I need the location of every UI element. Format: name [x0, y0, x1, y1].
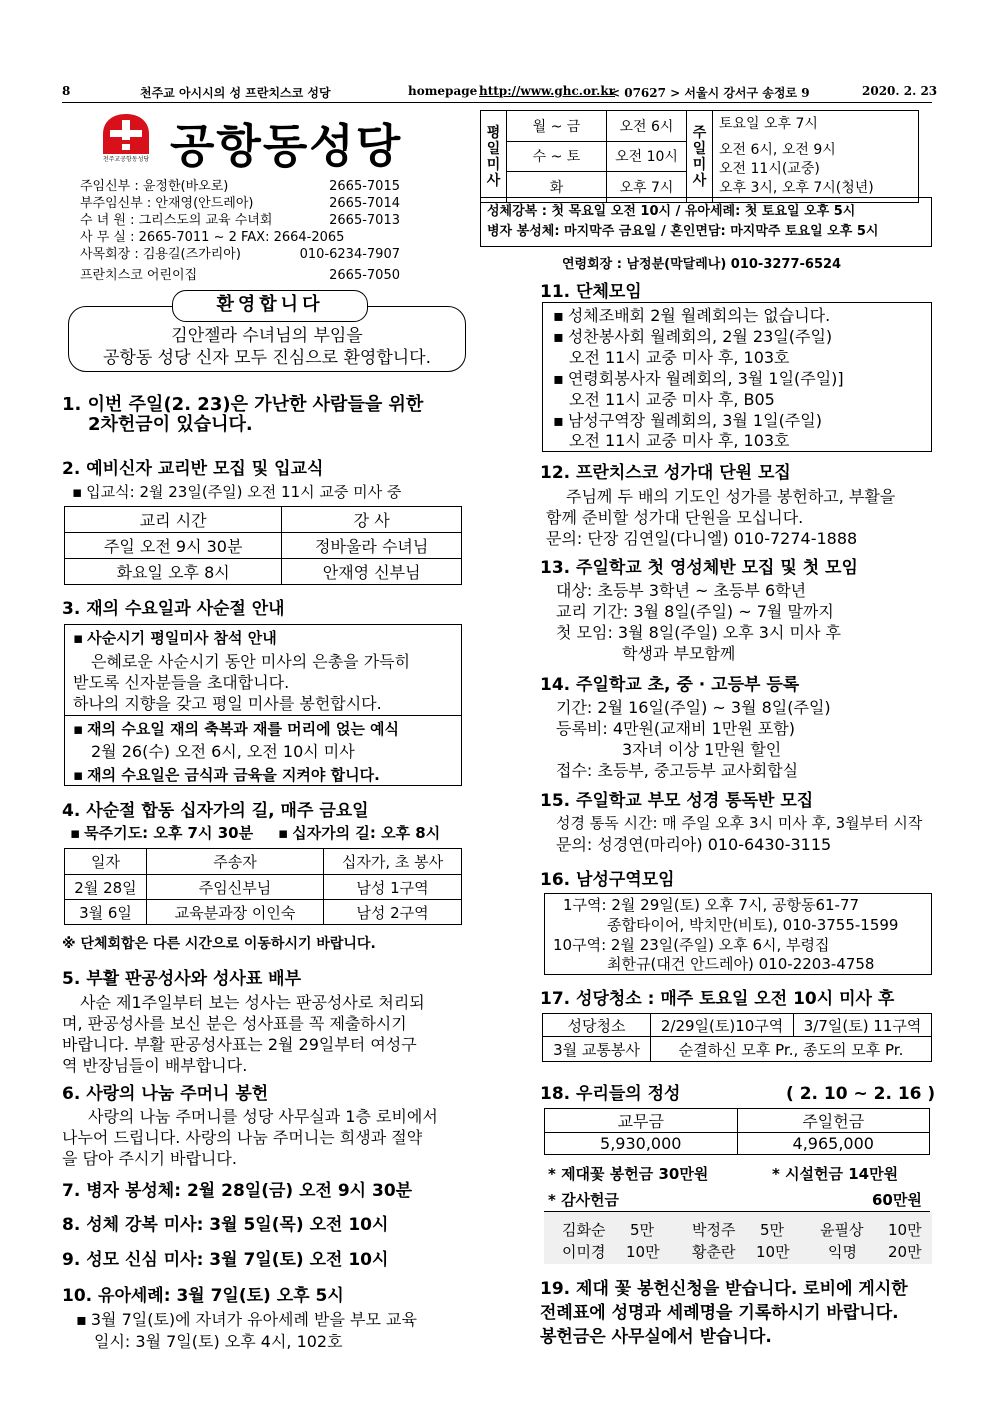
lent-notice-box — [64, 624, 462, 786]
notice-line: 성체강복 : 첫 목요일 오전 10시 / 유아세례: 첫 토요일 오후 5시 — [487, 204, 856, 219]
mass-day: 수 ~ 토 — [507, 141, 607, 172]
table-header: 주송자 — [147, 849, 324, 875]
donor-name: 이미경 — [562, 1243, 606, 1261]
donor-amount: 10만 — [888, 1221, 922, 1239]
mass-time: 오전 10시 — [607, 141, 687, 172]
staff-phone: 2665-7050 — [329, 268, 400, 283]
donor-name: 황춘란 — [692, 1243, 736, 1261]
donor-amount: 10만 — [756, 1243, 790, 1261]
table-cell: 성당청소 — [543, 1014, 651, 1037]
sunday-mass-line: 오전 11시(교중) — [719, 161, 820, 177]
funeral-president: 연령회장 : 남정분(막달레나) 010-3277-6524 — [562, 257, 842, 272]
parish-name: 천주교 아시시의 성 프란치스코 성당 — [140, 86, 331, 100]
paragraph-line: 전례표에 성명과 세례명을 기록하시기 바랍니다. — [540, 1303, 899, 1323]
paragraph-line: 최한규(대건 안드레아) 010-2203-4758 — [607, 955, 875, 973]
table-cell: 주일 오전 9시 30분 — [65, 533, 282, 559]
notice-heading: ▪ 재의 수요일은 금식과 금육을 지켜야 합니다. — [73, 765, 380, 786]
staff-label: 사목회장 : 김용길(즈가리아) — [80, 247, 241, 262]
paragraph-line: 바랍니다. 부활 판공성사표는 2월 29일부터 여성구 — [62, 1035, 417, 1054]
logo-caption: 천주교공항동성당 — [102, 156, 150, 163]
table-cell: 화요일 오후 8시 — [65, 559, 282, 585]
paragraph-line: 사순 제1주일부터 보는 성사는 판공성사로 처리되 — [80, 993, 425, 1012]
section-title: 7. 병자 봉성체: 2월 28일(금) 오전 9시 30분 — [62, 1181, 413, 1201]
staff-phone: 2665-7015 — [329, 179, 400, 194]
staff-label: 부주임신부 : 안재영(안드레아) — [80, 196, 254, 211]
mass-time: 오후 7시 — [607, 172, 687, 203]
section-title: 1. 이번 주일(2. 23)은 가난한 사람들을 위한 — [62, 394, 424, 415]
paragraph-line: 문의: 성경연(마리아) 010-6430-3115 — [556, 835, 832, 854]
paragraph-line: 학생과 부모함께 — [622, 644, 736, 663]
donor-name: 박정주 — [692, 1221, 736, 1239]
table-cell: 정바울라 수녀님 — [282, 533, 462, 559]
paragraph-line: 성경 통독 시간: 매 주일 오후 3시 미사 후, 3월부터 시작 — [556, 814, 923, 832]
table-header: 십자가, 초 봉사 — [324, 849, 462, 875]
table-cell: 3월 6일 — [65, 900, 147, 925]
table-cell: 3/7일(토) 11구역 — [794, 1014, 932, 1037]
homepage-link[interactable]: http://www.ghc.or.kr — [479, 84, 615, 98]
notice-line: 2월 26(수) 오전 6시, 오전 10시 미사 — [91, 742, 355, 761]
stations-time: ▪ 십자가의 길: 오후 8시 — [278, 823, 440, 844]
staff-phone: 2665-7013 — [329, 213, 400, 228]
thanks-offering-total: 60만원 — [872, 1191, 922, 1209]
table-cell: 남성 1구역 — [324, 875, 462, 900]
staff-label: 주임신부 : 윤정한(바오로) — [80, 179, 229, 194]
paragraph-line: 등록비: 4만원(교재비 1만원 포함) — [556, 719, 795, 738]
sunday-mass-times — [713, 111, 919, 203]
paragraph-line: 사랑의 나눔 주머니를 성당 사무실과 1층 로비에서 — [88, 1107, 438, 1126]
table-header: 일자 — [65, 849, 147, 875]
bullet-item: ▪ 연령회봉사자 월례회의, 3월 1일(주일)] — [553, 368, 844, 389]
donor-name: 윤필상 — [820, 1221, 864, 1239]
notice-line: 하나의 지향을 갖고 평일 미사를 봉헌합시다. — [73, 694, 382, 713]
staff-label: 사 무 실 : 2665-7011 ~ 2 FAX: 2664-2065 — [80, 230, 345, 245]
table-cell: 2/29일(토)10구역 — [651, 1014, 794, 1037]
staff-phone: 2665-7014 — [329, 196, 400, 211]
section-title: 6. 사랑의 나눔 주머니 봉헌 — [62, 1084, 269, 1104]
sunday-mass-line: 오후 3시, 오후 7시(청년) — [719, 180, 874, 196]
table-header: 교무금 — [545, 1109, 738, 1133]
page-title: 공항동성당 — [170, 119, 403, 173]
donor-amount: 5만 — [760, 1221, 785, 1239]
page-header — [62, 84, 938, 104]
weekday-mass-label: 평일미사 — [481, 111, 507, 203]
stations-table — [64, 848, 462, 925]
table-cell: 5,930,000 — [545, 1133, 738, 1155]
paragraph-line: 1구역: 2월 29일(토) 오후 7시, 공항동61-77 — [563, 896, 860, 914]
paragraph-line: 교리 기간: 3월 8일(주일) ~ 7월 말까지 — [556, 602, 834, 621]
section-title: 17. 성당청소 : 매주 토요일 오전 10시 미사 후 — [540, 989, 895, 1009]
section-title: 12. 프란치스코 성가대 단원 모집 — [540, 463, 791, 483]
offering-table — [544, 1108, 930, 1155]
homepage-label: homepage — [408, 84, 478, 98]
section-title: 19. 제대 꽃 봉헌신청을 받습니다. 로비에 게시한 — [540, 1279, 908, 1299]
section-title: 18. 우리들의 정성 — [540, 1084, 681, 1104]
facility-offering: * 시설헌금 14만원 — [772, 1165, 899, 1183]
paragraph-line: 오전 11시 교중 미사 후, 103호 — [569, 431, 790, 450]
section-title: 2차헌금이 있습니다. — [88, 414, 253, 435]
bullet-item: ▪ 성체조배회 2월 월례회의는 없습니다. — [553, 305, 830, 326]
section-title: 8. 성체 강복 미사: 3월 5일(목) 오전 10시 — [62, 1215, 389, 1235]
paragraph-line: 주님께 두 배의 기도인 성가를 봉헌하고, 부활을 — [566, 487, 896, 506]
section-title: 14. 주일학교 초, 중 · 고등부 등록 — [540, 675, 800, 695]
table-cell: 주임신부님 — [147, 875, 324, 900]
paragraph-line: 접수: 초등부, 중고등부 교사회합실 — [556, 761, 799, 780]
bullet-item: ▪ 3월 7일(토)에 자녀가 유아세례 받을 부모 교육 — [76, 1309, 417, 1330]
paragraph-line: 첫 모임: 3월 8일(주일) 오후 3시 미사 후 — [556, 623, 841, 642]
paragraph-line: 나누어 드립니다. 사랑의 나눔 주머니는 희생과 절약 — [62, 1128, 423, 1147]
section-title: 16. 남성구역모임 — [540, 870, 675, 890]
donor-amount: 20만 — [888, 1243, 922, 1261]
section-title: 9. 성모 신심 미사: 3월 7일(토) 오전 10시 — [62, 1250, 389, 1270]
donor-amount: 5만 — [630, 1221, 655, 1239]
staff-label: 프란치스코 어린이집 — [80, 268, 198, 283]
notice-heading: ▪ 사순시기 평일미사 참석 안내 — [73, 628, 277, 649]
table-cell: 순결하신 모후 Pr., 종도의 모후 Pr. — [651, 1037, 932, 1062]
paragraph-line: 봉헌금은 사무실에서 받습니다. — [540, 1327, 772, 1347]
notice-line: 받도록 신자분들을 초대합니다. — [73, 673, 290, 692]
welcome-line: 공항동 성당 신자 모두 진심으로 환영합니다. — [102, 348, 432, 368]
prayer-time: ▪ 묵주기도: 오후 7시 30분 — [70, 823, 253, 844]
altar-flower-offering: * 제대꽃 봉헌금 30만원 — [548, 1165, 709, 1183]
welcome-title: 환영합니다 — [172, 290, 368, 322]
staff-list — [80, 178, 400, 284]
address: < 07627 > 서울시 강서구 송정로 9 — [610, 86, 810, 100]
offering-period: ( 2. 10 ~ 2. 16 ) — [786, 1084, 936, 1104]
mass-day: 화 — [507, 172, 607, 203]
sacrament-notice — [480, 197, 932, 247]
staff-phone: 010-6234-7907 — [299, 247, 400, 262]
table-header: 주일헌금 — [737, 1109, 930, 1133]
cleaning-table — [542, 1013, 932, 1062]
page-number: 8 — [62, 84, 71, 98]
paragraph-line: 대상: 초등부 3학년 ~ 초등부 6학년 — [556, 581, 807, 600]
bullet-item: ▪ 남성구역장 월례회의, 3월 1일(주일) — [553, 410, 822, 431]
section-title: 11. 단체모임 — [540, 282, 642, 302]
mass-time: 오전 6시 — [607, 111, 687, 142]
paragraph-line: 종합타이어, 박치만(비토), 010-3755-1599 — [607, 916, 899, 934]
thanks-offering-label: * 감사헌금 — [548, 1191, 620, 1209]
bullet-item: ▪ 입교식: 2월 23일(주일) 오전 11시 교중 미사 중 — [72, 482, 401, 503]
district-meetings-box — [544, 893, 932, 975]
paragraph-line: 며, 판공성사를 보신 분은 성사표를 꼭 제출하시기 — [62, 1014, 407, 1033]
notice-line: 은혜로운 사순시기 동안 미사의 은총을 가득히 — [91, 652, 411, 671]
sunday-mass-line: 오전 6시, 오전 9시 — [719, 142, 836, 158]
paragraph-line: 3자녀 이상 1만원 할인 — [622, 740, 782, 759]
section-title: 4. 사순절 합동 십자가의 길, 매주 금요일 — [62, 801, 369, 821]
section-title: 5. 부활 판공성사와 성사표 배부 — [62, 969, 302, 989]
catechism-table — [64, 506, 462, 585]
paragraph-line: 을 담아 주시기 바랍니다. — [62, 1149, 237, 1168]
mass-schedule-table — [480, 110, 919, 203]
header-rule — [62, 102, 932, 103]
staff-label: 수 녀 원 : 그리스도의 교육 수녀회 — [80, 213, 273, 228]
notice-line: 병자 봉성체: 마지막주 금요일 / 혼인면담: 마지막주 토요일 오후 5시 — [487, 224, 879, 239]
sunday-mass-line: 토요일 오후 7시 — [719, 116, 818, 132]
paragraph-line: 문의: 단장 김연일(다니엘) 010-7274-1888 — [546, 529, 858, 548]
sunday-mass-label: 주일미사 — [687, 111, 713, 203]
mass-day: 월 ~ 금 — [507, 111, 607, 142]
section-title: 13. 주일학교 첫 영성체반 모집 및 첫 모임 — [540, 558, 858, 578]
table-cell: 3월 교통봉사 — [543, 1037, 651, 1062]
table-header: 교리 시간 — [65, 507, 282, 533]
parish-logo — [100, 112, 152, 164]
donor-amount: 10만 — [626, 1243, 660, 1261]
paragraph-line: 오전 11시 교중 미사 후, 103호 — [569, 348, 790, 367]
section-title: 2. 예비신자 교리반 모집 및 입교식 — [62, 459, 324, 479]
bullet-item: ▪ 성찬봉사회 월례회의, 2월 23일(주일) — [553, 326, 832, 347]
table-cell: 2월 28일 — [65, 875, 147, 900]
section-title: 10. 유아세례: 3월 7일(토) 오후 5시 — [62, 1286, 344, 1306]
paragraph-line: 기간: 2월 16일(주일) ~ 3월 8일(주일) — [556, 698, 831, 717]
table-cell: 남성 2구역 — [324, 900, 462, 925]
section-title: 3. 재의 수요일과 사순절 안내 — [62, 599, 285, 619]
section-title: 15. 주일학교 부모 성경 통독반 모집 — [540, 791, 814, 811]
paragraph-line: 일시: 3월 7일(토) 오후 4시, 102호 — [94, 1332, 343, 1351]
table-cell: 4,965,000 — [737, 1133, 930, 1155]
donor-list — [544, 1212, 932, 1264]
table-header: 강 사 — [282, 507, 462, 533]
notice-heading: ▪ 재의 수요일 재의 축복과 재를 머리에 얹는 예식 — [73, 719, 399, 740]
stations-note: ※ 단체회합은 다른 시간으로 이동하시기 바랍니다. — [62, 936, 376, 952]
welcome-line: 김안젤라 수녀님의 부임을 — [171, 326, 363, 346]
table-cell: 교육분과장 이인숙 — [147, 900, 324, 925]
donor-name: 김화순 — [562, 1221, 606, 1239]
table-cell: 안재영 신부님 — [282, 559, 462, 585]
paragraph-line: 함께 준비할 성가대 단원을 모십니다. — [546, 508, 804, 527]
group-meetings-box — [542, 302, 932, 452]
paragraph-line: 오전 11시 교중 미사 후, B05 — [569, 390, 775, 409]
issue-date: 2020. 2. 23 — [862, 84, 938, 98]
paragraph-line: 역 반장님들이 배부합니다. — [62, 1056, 248, 1075]
paragraph-line: 10구역: 2월 23일(주일) 오후 6시, 부령집 — [553, 936, 830, 954]
divider — [65, 715, 461, 716]
donor-name: 익명 — [828, 1243, 857, 1261]
